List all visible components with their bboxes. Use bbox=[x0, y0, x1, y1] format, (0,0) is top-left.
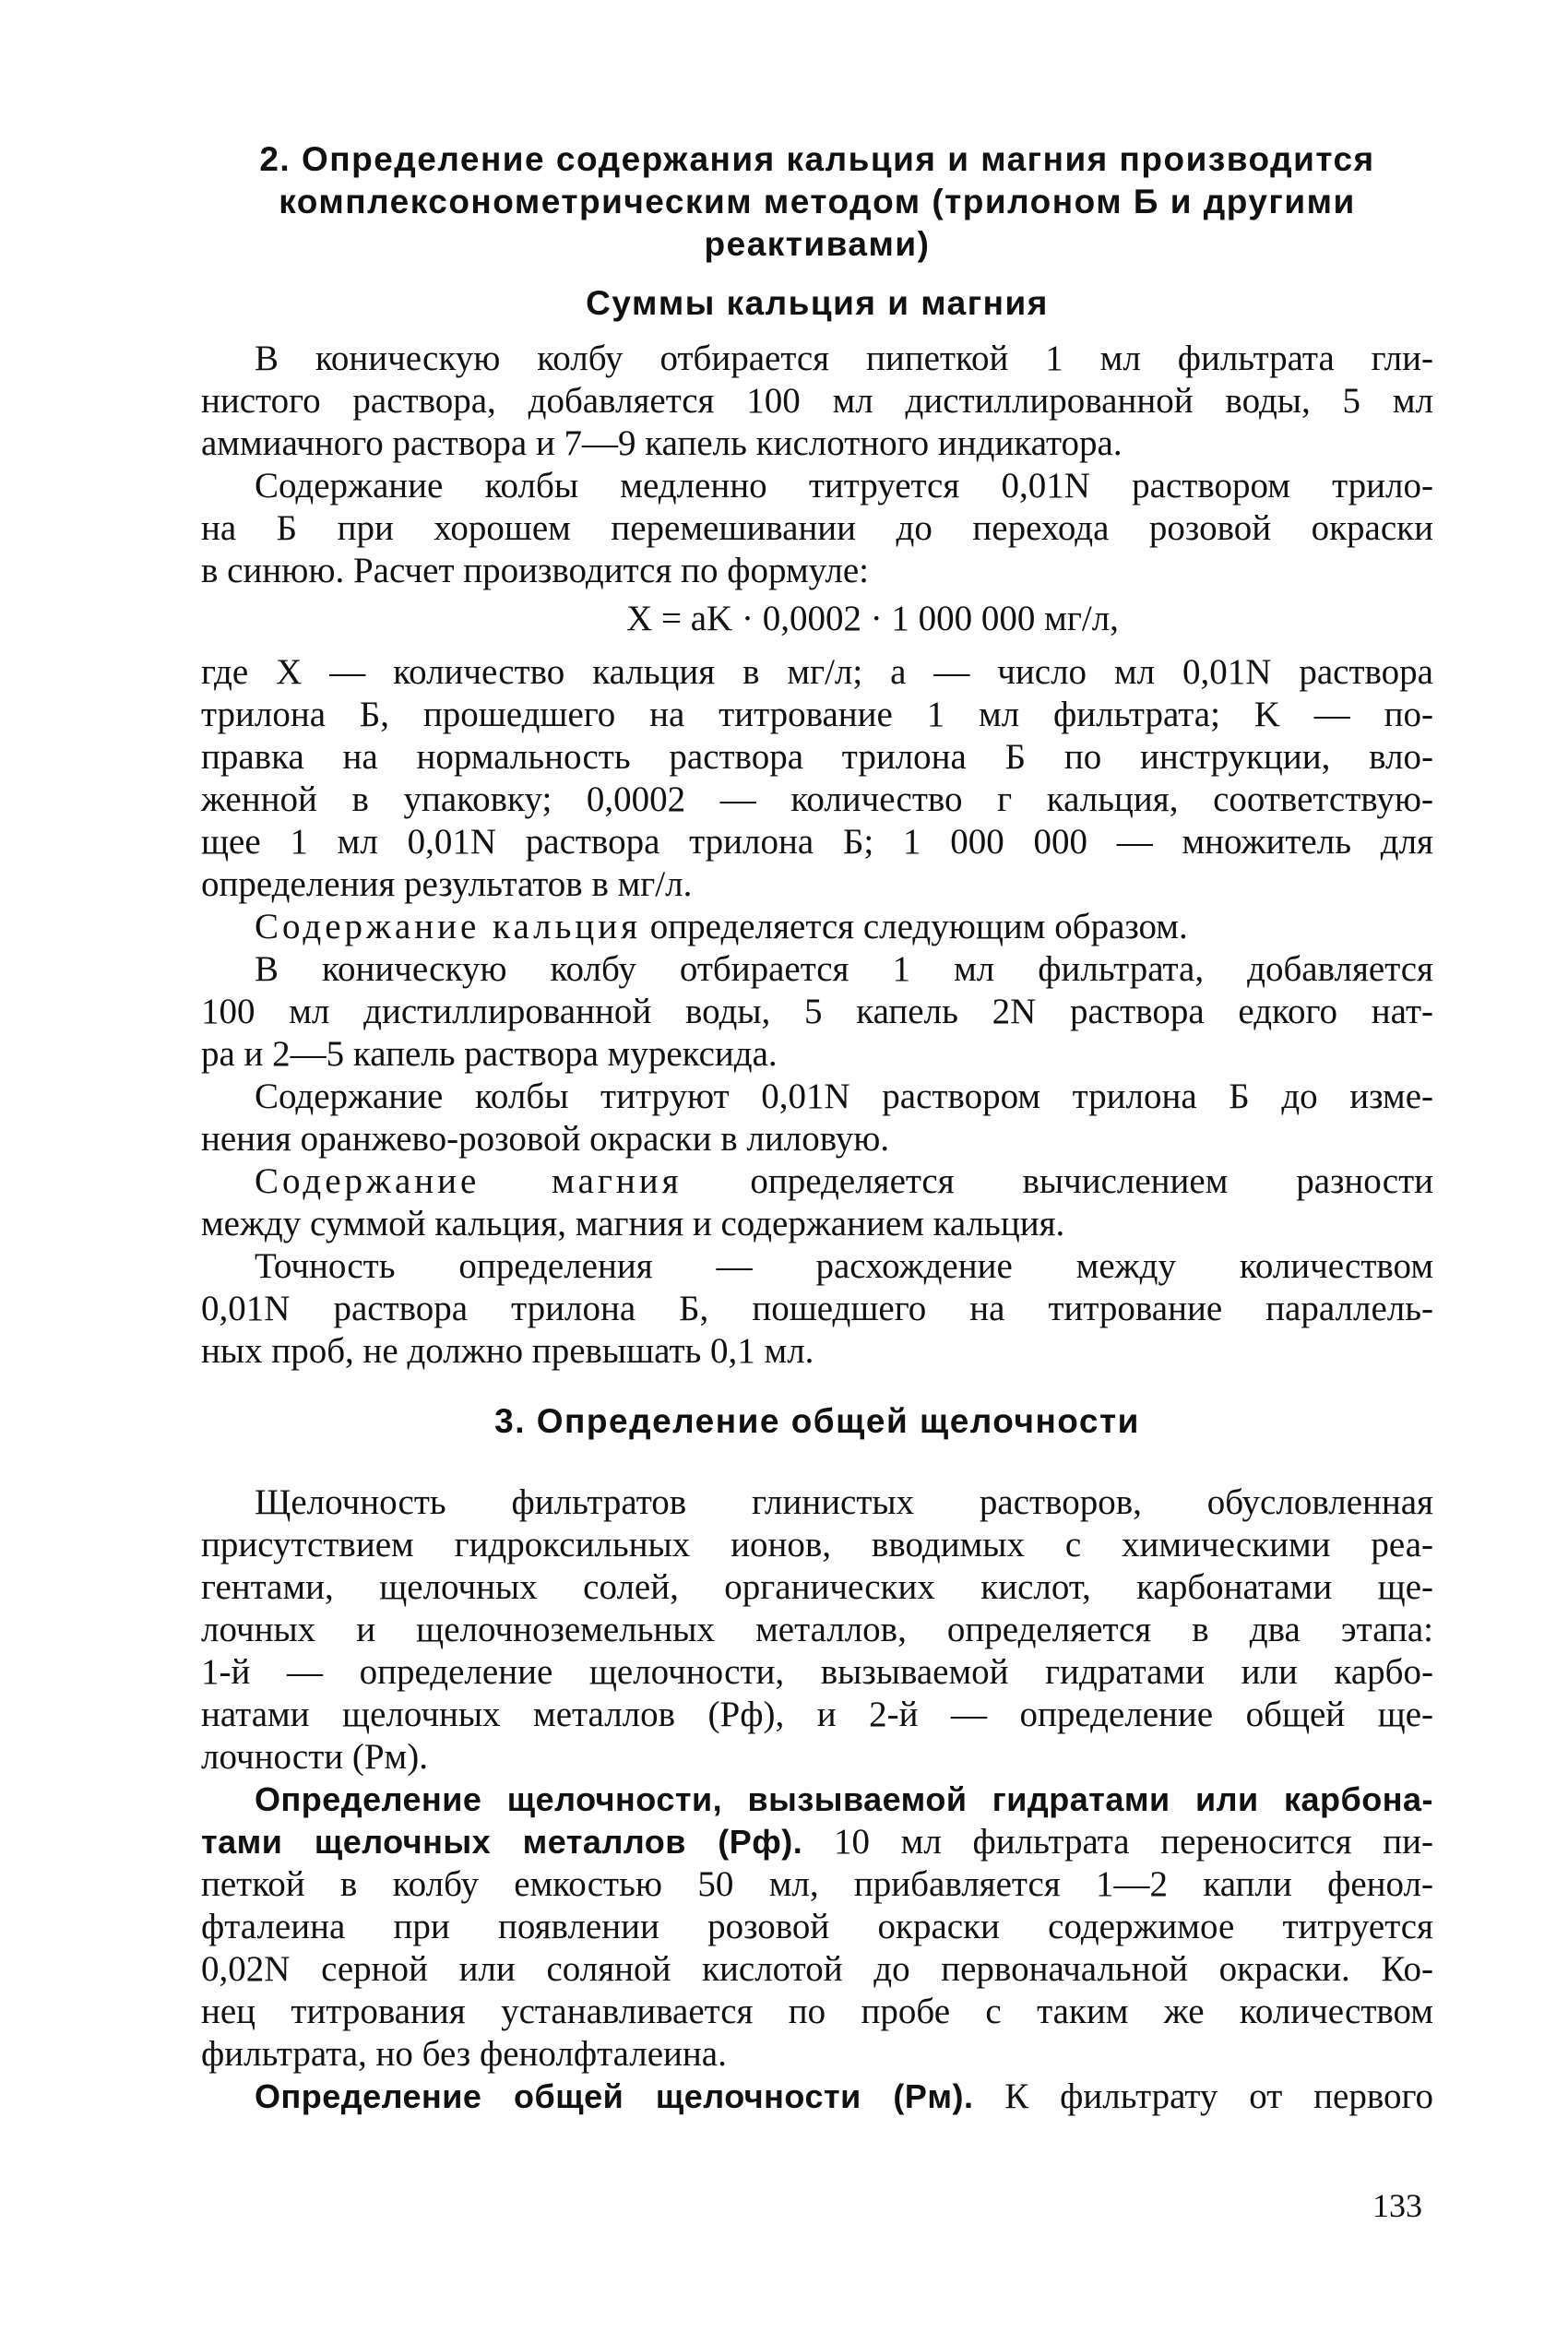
text-line: женной в упаковку; 0,0002 — количество г кальция, соответствую- bbox=[201, 779, 1433, 819]
text-line: 0,01N раствора трилона Б, пошедшего на титрование параллель- bbox=[201, 1289, 1433, 1328]
text-line: Точность определения — расхождение между количеством bbox=[255, 1246, 1433, 1286]
text-line: петкой в колбу емкостью 50 мл, прибавляется 1—2 капли фенол- bbox=[201, 1864, 1433, 1904]
text-line: нения оранжево-розовой окраски в лиловую. bbox=[201, 1119, 890, 1159]
text-line: гентами, щелочных солей, органических кислот, карбонатами ще- bbox=[201, 1567, 1433, 1607]
paragraph-2 bbox=[201, 465, 1433, 592]
paragraph-4 bbox=[201, 906, 1433, 948]
text-line: В коническую колбу отбирается пипеткой 1 мл фильтрата гли- bbox=[255, 339, 1433, 378]
paragraph-9 bbox=[201, 1481, 1433, 1779]
paragraph-7 bbox=[201, 1160, 1433, 1245]
formula: X = aK · 0,0002 · 1 000 000 мг/л, bbox=[626, 599, 1119, 638]
text-line: 1-й — определение щелочности, вызываемой гидратами или карбо- bbox=[201, 1652, 1433, 1692]
text-line: Содержание колбы медленно титруется 0,01N раствором трило- bbox=[255, 466, 1433, 506]
paragraph-3 bbox=[201, 651, 1433, 906]
main-heading-line: комплексонометрическим методом (трилоном Б и другими bbox=[279, 183, 1356, 220]
text-line bbox=[201, 1160, 1433, 1203]
text-line: правка на нормальность раствора трилона Б по инструкции, вло- bbox=[201, 737, 1433, 777]
text-line bbox=[201, 2076, 1433, 2118]
text-line: нистого раствора, добавляется 100 мл дистиллированной воды, 5 мл bbox=[201, 381, 1433, 421]
page-number: 133 bbox=[1372, 2187, 1422, 2224]
text-line: Содержание колбы титруют 0,01N раствором трилона Б до изме- bbox=[255, 1077, 1433, 1116]
text-line: между суммой кальция, магния и содержанием кальция. bbox=[201, 1204, 1065, 1243]
main-heading-line: 2. Определение содержания кальция и магния производится bbox=[259, 140, 1375, 178]
text-line: ра и 2—5 капель раствора мурексида. bbox=[201, 1034, 778, 1074]
text-line: лочных и щелочноземельных металлов, определяется в два этапа: bbox=[201, 1610, 1433, 1649]
main-heading bbox=[201, 138, 1433, 266]
text-run: определяется вычислением разности bbox=[682, 1161, 1433, 1201]
paragraph-11 bbox=[201, 2076, 1433, 2118]
text-line: 0,02N серной или соляной кислотой до первоначальной окраски. Ко- bbox=[201, 1949, 1433, 1989]
text-line: В коническую колбу отбирается 1 мл фильтрата, добавляется bbox=[255, 949, 1433, 989]
text-line: трилона Б, прошедшего на титрование 1 мл фильтрата; K — по- bbox=[201, 695, 1433, 734]
bold-subheading: Определение общей щелочности (Рм). bbox=[255, 2077, 974, 2115]
paragraph-1 bbox=[201, 338, 1433, 465]
text-line: определения результатов в мг/л. bbox=[201, 864, 693, 904]
text-line: 100 мл дистиллированной воды, 5 капель 2N раствора едкого нат- bbox=[201, 992, 1433, 1031]
spaced-term: Содержание магния bbox=[255, 1161, 683, 1201]
page-content bbox=[201, 138, 1433, 2118]
text-line: лочности (Рм). bbox=[201, 1737, 428, 1777]
text-line: натами щелочных металлов (Рф), и 2-й — определение общей ще- bbox=[201, 1695, 1433, 1734]
text-line: аммиачного раствора и 7—9 капель кислотного индикатора. bbox=[201, 423, 1123, 463]
text-line: ных проб, не должно превышать 0,1 мл. bbox=[201, 1331, 814, 1371]
main-heading-line: реактивами) bbox=[704, 225, 931, 263]
text-line: нец титрования устанавливается по пробе с таким же количеством bbox=[201, 1992, 1433, 2031]
section-3-heading: 3. Определение общей щелочности bbox=[494, 1402, 1140, 1440]
text-line: Щелочность фильтратов глинистых растворов, обусловленная bbox=[255, 1482, 1433, 1522]
bold-subheading: Определение щелочности, вызываемой гидратами или карбона- bbox=[255, 1780, 1433, 1818]
text-line bbox=[201, 1821, 1433, 1863]
text-run: 10 мл фильтрата переносится пи- bbox=[802, 1822, 1433, 1862]
text-line: фильтрата, но без фенолфталеина. bbox=[201, 2034, 727, 2074]
sum-heading: Суммы кальция и магния bbox=[586, 284, 1049, 322]
text-line: фталеина при появлении розовой окраски содержимое титруется bbox=[201, 1907, 1433, 1946]
text-run: К фильтрату от первого bbox=[973, 2076, 1433, 2116]
text-line: где X — количество кальция в мг/л; a — число мл 0,01N раствора bbox=[201, 652, 1433, 692]
paragraph-5 bbox=[201, 948, 1433, 1076]
text-line: в синюю. Расчет производится по формуле: bbox=[201, 551, 870, 590]
text-line: щее 1 мл 0,01N раствора трилона Б; 1 000 000 — множитель для bbox=[201, 822, 1433, 862]
spaced-term: Содержание кальция bbox=[255, 907, 642, 946]
text-line: присутствием гидроксильных ионов, вводимых с химическими реа- bbox=[201, 1525, 1433, 1565]
paragraph-8 bbox=[201, 1245, 1433, 1373]
text-line bbox=[201, 906, 1433, 948]
text-line bbox=[201, 1779, 1433, 1821]
bold-subheading: тами щелочных металлов (Рф). bbox=[201, 1823, 803, 1861]
text-run: определяется следующим образом. bbox=[641, 907, 1188, 946]
paragraph-10 bbox=[201, 1779, 1433, 2076]
text-line: на Б при хорошем перемешивании до перехода розовой окраски bbox=[201, 508, 1433, 548]
paragraph-6 bbox=[201, 1076, 1433, 1160]
